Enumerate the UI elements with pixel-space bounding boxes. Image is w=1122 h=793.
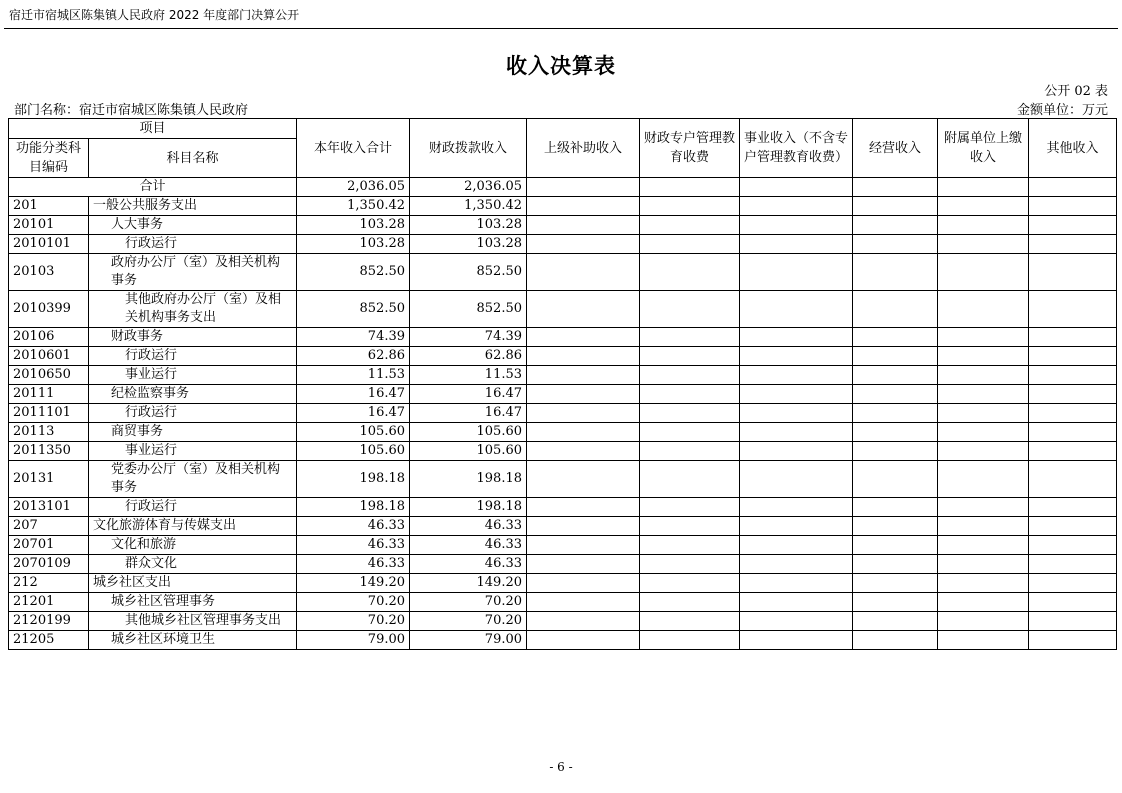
empty-cell <box>938 574 1029 593</box>
empty-cell <box>740 442 853 461</box>
total-income-cell: 46.33 <box>297 555 410 574</box>
table-row <box>9 498 1117 517</box>
empty-cell <box>853 347 938 366</box>
table-row <box>9 254 1117 291</box>
empty-cell <box>938 235 1029 254</box>
empty-cell <box>740 593 853 612</box>
empty-cell <box>1029 235 1117 254</box>
empty-cell <box>640 631 740 650</box>
table-row <box>9 291 1117 328</box>
empty-cell <box>1029 498 1117 517</box>
total-income-cell: 16.47 <box>297 404 410 423</box>
header-rule <box>4 28 1118 29</box>
table-row <box>9 536 1117 555</box>
empty-cell <box>1029 612 1117 631</box>
empty-cell <box>740 612 853 631</box>
fiscal-income-cell: 149.20 <box>410 574 527 593</box>
page-title: 收入决算表 <box>506 54 616 78</box>
subject-name-cell: 其他政府办公厅（室）及相关机构事务支出 <box>89 291 297 328</box>
header-col-education-fee: 财政专户管理教育收费 <box>640 119 740 178</box>
empty-cell <box>740 254 853 291</box>
empty-cell <box>853 442 938 461</box>
subject-name-cell: 群众文化 <box>89 555 297 574</box>
subject-code-cell: 20113 <box>9 423 89 442</box>
subject-name-cell: 城乡社区支出 <box>89 574 297 593</box>
empty-cell <box>853 178 938 197</box>
empty-cell <box>853 612 938 631</box>
header-col-business-income: 事业收入（不含专户管理教育收费） <box>740 119 853 178</box>
table-row <box>9 631 1117 650</box>
empty-cell <box>1029 178 1117 197</box>
empty-cell <box>640 536 740 555</box>
empty-cell <box>527 404 640 423</box>
empty-cell <box>1029 385 1117 404</box>
header-item: 项目 <box>9 119 297 139</box>
empty-cell <box>938 291 1029 328</box>
empty-cell <box>527 328 640 347</box>
empty-cell <box>527 555 640 574</box>
empty-cell <box>527 631 640 650</box>
empty-cell <box>1029 328 1117 347</box>
fiscal-income-cell: 74.39 <box>410 328 527 347</box>
empty-cell <box>740 461 853 498</box>
empty-cell <box>1029 461 1117 498</box>
table-row <box>9 612 1117 631</box>
empty-cell <box>740 328 853 347</box>
total-income-cell: 62.86 <box>297 347 410 366</box>
empty-cell <box>853 366 938 385</box>
empty-cell <box>1029 555 1117 574</box>
subject-code-cell: 20111 <box>9 385 89 404</box>
empty-cell <box>853 461 938 498</box>
empty-cell <box>938 366 1029 385</box>
empty-cell <box>740 216 853 235</box>
total-income-cell: 70.20 <box>297 593 410 612</box>
subject-name-cell: 政府办公厅（室）及相关机构事务 <box>89 254 297 291</box>
empty-cell <box>740 385 853 404</box>
fiscal-income-cell: 852.50 <box>410 291 527 328</box>
subject-code-cell: 2010399 <box>9 291 89 328</box>
empty-cell <box>853 574 938 593</box>
empty-cell <box>527 498 640 517</box>
fiscal-income-cell: 198.18 <box>410 461 527 498</box>
empty-cell <box>853 593 938 612</box>
empty-cell <box>640 517 740 536</box>
table-row <box>9 423 1117 442</box>
table-row <box>9 216 1117 235</box>
empty-cell <box>853 555 938 574</box>
empty-cell <box>527 593 640 612</box>
subject-code-cell: 20106 <box>9 328 89 347</box>
empty-cell <box>740 536 853 555</box>
subject-name-cell: 人大事务 <box>89 216 297 235</box>
subject-code-cell: 2010650 <box>9 366 89 385</box>
empty-cell <box>938 254 1029 291</box>
subject-name-cell: 行政运行 <box>89 235 297 254</box>
subject-code-cell: 2011350 <box>9 442 89 461</box>
header-col-fiscal: 财政拨款收入 <box>410 119 527 178</box>
empty-cell <box>740 197 853 216</box>
empty-cell <box>640 178 740 197</box>
header-col-operating: 经营收入 <box>853 119 938 178</box>
table-row <box>9 197 1117 216</box>
empty-cell <box>853 254 938 291</box>
subject-name-cell: 文化旅游体育与传媒支出 <box>89 517 297 536</box>
table-row <box>9 442 1117 461</box>
subject-code-cell: 201 <box>9 197 89 216</box>
total-income-cell: 105.60 <box>297 442 410 461</box>
empty-cell <box>853 517 938 536</box>
total-income-cell: 16.47 <box>297 385 410 404</box>
empty-cell <box>640 291 740 328</box>
empty-cell <box>640 593 740 612</box>
fiscal-income-cell: 79.00 <box>410 631 527 650</box>
empty-cell <box>1029 216 1117 235</box>
running-header: 宿迁市宿城区陈集镇人民政府 2022 年度部门决算公开 <box>9 8 300 22</box>
empty-cell <box>740 555 853 574</box>
fiscal-income-cell: 852.50 <box>410 254 527 291</box>
subject-name-cell: 事业运行 <box>89 366 297 385</box>
subject-name-cell: 其他城乡社区管理事务支出 <box>89 612 297 631</box>
total-income-cell: 105.60 <box>297 423 410 442</box>
empty-cell <box>1029 404 1117 423</box>
empty-cell <box>1029 593 1117 612</box>
header-code: 功能分类科目编码 <box>9 139 89 178</box>
empty-cell <box>1029 347 1117 366</box>
subject-name-cell: 城乡社区环境卫生 <box>89 631 297 650</box>
empty-cell <box>640 347 740 366</box>
table-row <box>9 404 1117 423</box>
subject-code-cell: 21205 <box>9 631 89 650</box>
empty-cell <box>527 366 640 385</box>
empty-cell <box>1029 517 1117 536</box>
empty-cell <box>527 291 640 328</box>
subject-name-cell: 一般公共服务支出 <box>89 197 297 216</box>
fiscal-income-cell: 62.86 <box>410 347 527 366</box>
empty-cell <box>938 347 1029 366</box>
empty-cell <box>527 197 640 216</box>
empty-cell <box>527 536 640 555</box>
total-income-cell: 149.20 <box>297 574 410 593</box>
total-income-cell: 11.53 <box>297 366 410 385</box>
table-code: 公开 02 表 <box>1044 84 1108 99</box>
header-name: 科目名称 <box>89 139 297 178</box>
empty-cell <box>1029 254 1117 291</box>
fiscal-income-cell: 105.60 <box>410 423 527 442</box>
subject-name-cell: 行政运行 <box>89 347 297 366</box>
empty-cell <box>1029 197 1117 216</box>
empty-cell <box>640 423 740 442</box>
subject-name-cell: 事业运行 <box>89 442 297 461</box>
empty-cell <box>740 178 853 197</box>
empty-cell <box>1029 631 1117 650</box>
table-row <box>9 366 1117 385</box>
empty-cell <box>938 612 1029 631</box>
empty-cell <box>938 404 1029 423</box>
subject-name-cell: 财政事务 <box>89 328 297 347</box>
empty-cell <box>640 366 740 385</box>
department-name: 部门名称：宿迁市宿城区陈集镇人民政府 <box>14 103 249 118</box>
empty-cell <box>527 517 640 536</box>
subject-code-cell: 2011101 <box>9 404 89 423</box>
total-income-cell: 198.18 <box>297 461 410 498</box>
empty-cell <box>938 631 1029 650</box>
empty-cell <box>527 385 640 404</box>
empty-cell <box>640 574 740 593</box>
table-row <box>9 461 1117 498</box>
total-income-cell: 852.50 <box>297 291 410 328</box>
income-statement-table <box>8 118 1117 650</box>
empty-cell <box>640 216 740 235</box>
table-row <box>9 574 1117 593</box>
total-income-cell: 198.18 <box>297 498 410 517</box>
empty-cell <box>1029 536 1117 555</box>
empty-cell <box>1029 291 1117 328</box>
empty-cell <box>938 178 1029 197</box>
table-row <box>9 385 1117 404</box>
header-col-superior-subsidy: 上级补助收入 <box>527 119 640 178</box>
empty-cell <box>740 498 853 517</box>
subject-code-cell: 2010101 <box>9 235 89 254</box>
subject-code-cell: 212 <box>9 574 89 593</box>
fiscal-income-cell: 46.33 <box>410 536 527 555</box>
total-income-cell: 70.20 <box>297 612 410 631</box>
empty-cell <box>740 517 853 536</box>
total-income-cell: 852.50 <box>297 254 410 291</box>
empty-cell <box>938 517 1029 536</box>
table-row <box>9 235 1117 254</box>
subject-name-cell: 行政运行 <box>89 404 297 423</box>
fiscal-income-cell: 198.18 <box>410 498 527 517</box>
empty-cell <box>938 385 1029 404</box>
empty-cell <box>527 461 640 498</box>
fiscal-income-cell: 16.47 <box>410 385 527 404</box>
empty-cell <box>938 461 1029 498</box>
total-income-cell: 103.28 <box>297 216 410 235</box>
empty-cell <box>853 328 938 347</box>
empty-cell <box>640 612 740 631</box>
empty-cell <box>640 385 740 404</box>
fiscal-income-cell: 105.60 <box>410 442 527 461</box>
empty-cell <box>527 442 640 461</box>
empty-cell <box>640 404 740 423</box>
table-row <box>9 347 1117 366</box>
fiscal-income-cell: 46.33 <box>410 555 527 574</box>
subject-code-cell: 20701 <box>9 536 89 555</box>
fiscal-income-cell: 70.20 <box>410 612 527 631</box>
subject-code-cell: 21201 <box>9 593 89 612</box>
fiscal-income-cell: 11.53 <box>410 366 527 385</box>
empty-cell <box>938 442 1029 461</box>
empty-cell <box>527 178 640 197</box>
subject-name-cell: 文化和旅游 <box>89 536 297 555</box>
empty-cell <box>853 385 938 404</box>
empty-cell <box>640 328 740 347</box>
total-income-cell: 2,036.05 <box>297 178 410 197</box>
amount-unit: 金额单位：万元 <box>1016 103 1108 118</box>
empty-cell <box>938 498 1029 517</box>
empty-cell <box>740 423 853 442</box>
subject-name-cell: 城乡社区管理事务 <box>89 593 297 612</box>
total-label: 合计 <box>9 178 297 197</box>
table-body <box>9 178 1117 650</box>
empty-cell <box>853 235 938 254</box>
total-income-cell: 103.28 <box>297 235 410 254</box>
fiscal-income-cell: 16.47 <box>410 404 527 423</box>
subject-name-cell: 行政运行 <box>89 498 297 517</box>
subject-code-cell: 2120199 <box>9 612 89 631</box>
empty-cell <box>740 404 853 423</box>
empty-cell <box>938 555 1029 574</box>
total-income-cell: 46.33 <box>297 517 410 536</box>
empty-cell <box>740 366 853 385</box>
fiscal-income-cell: 103.28 <box>410 216 527 235</box>
subject-code-cell: 2010601 <box>9 347 89 366</box>
empty-cell <box>527 612 640 631</box>
fiscal-income-cell: 1,350.42 <box>410 197 527 216</box>
empty-cell <box>853 197 938 216</box>
total-income-cell: 1,350.42 <box>297 197 410 216</box>
subject-code-cell: 20131 <box>9 461 89 498</box>
header-col-affiliate: 附属单位上缴收入 <box>938 119 1029 178</box>
empty-cell <box>740 631 853 650</box>
empty-cell <box>527 574 640 593</box>
empty-cell <box>938 423 1029 442</box>
empty-cell <box>640 498 740 517</box>
empty-cell <box>740 574 853 593</box>
empty-cell <box>1029 574 1117 593</box>
empty-cell <box>1029 423 1117 442</box>
empty-cell <box>853 404 938 423</box>
empty-cell <box>853 216 938 235</box>
empty-cell <box>527 235 640 254</box>
empty-cell <box>1029 366 1117 385</box>
total-row <box>9 178 1117 197</box>
empty-cell <box>527 254 640 291</box>
empty-cell <box>853 536 938 555</box>
empty-cell <box>640 461 740 498</box>
empty-cell <box>938 216 1029 235</box>
empty-cell <box>853 423 938 442</box>
empty-cell <box>740 291 853 328</box>
empty-cell <box>527 347 640 366</box>
total-income-cell: 79.00 <box>297 631 410 650</box>
total-income-cell: 74.39 <box>297 328 410 347</box>
subject-code-cell: 2013101 <box>9 498 89 517</box>
table-row <box>9 517 1117 536</box>
subject-name-cell: 纪检监察事务 <box>89 385 297 404</box>
subject-code-cell: 207 <box>9 517 89 536</box>
empty-cell <box>527 423 640 442</box>
table-row <box>9 555 1117 574</box>
header-col-total: 本年收入合计 <box>297 119 410 178</box>
empty-cell <box>938 197 1029 216</box>
empty-cell <box>527 216 640 235</box>
empty-cell <box>640 235 740 254</box>
empty-cell <box>640 442 740 461</box>
empty-cell <box>740 235 853 254</box>
subject-name-cell: 党委办公厅（室）及相关机构事务 <box>89 461 297 498</box>
subject-name-cell: 商贸事务 <box>89 423 297 442</box>
page-number: - 6 - <box>549 760 573 774</box>
subject-code-cell: 20103 <box>9 254 89 291</box>
empty-cell <box>640 197 740 216</box>
empty-cell <box>853 291 938 328</box>
empty-cell <box>1029 442 1117 461</box>
empty-cell <box>640 555 740 574</box>
header-col-other: 其他收入 <box>1029 119 1117 178</box>
empty-cell <box>938 536 1029 555</box>
fiscal-income-cell: 46.33 <box>410 517 527 536</box>
total-income-cell: 46.33 <box>297 536 410 555</box>
fiscal-income-cell: 103.28 <box>410 235 527 254</box>
empty-cell <box>938 593 1029 612</box>
table-row <box>9 328 1117 347</box>
total-fiscal-cell: 2,036.05 <box>410 178 527 197</box>
table-row <box>9 593 1117 612</box>
empty-cell <box>853 631 938 650</box>
empty-cell <box>938 328 1029 347</box>
subject-code-cell: 20101 <box>9 216 89 235</box>
empty-cell <box>640 254 740 291</box>
empty-cell <box>853 498 938 517</box>
fiscal-income-cell: 70.20 <box>410 593 527 612</box>
empty-cell <box>740 347 853 366</box>
subject-code-cell: 2070109 <box>9 555 89 574</box>
